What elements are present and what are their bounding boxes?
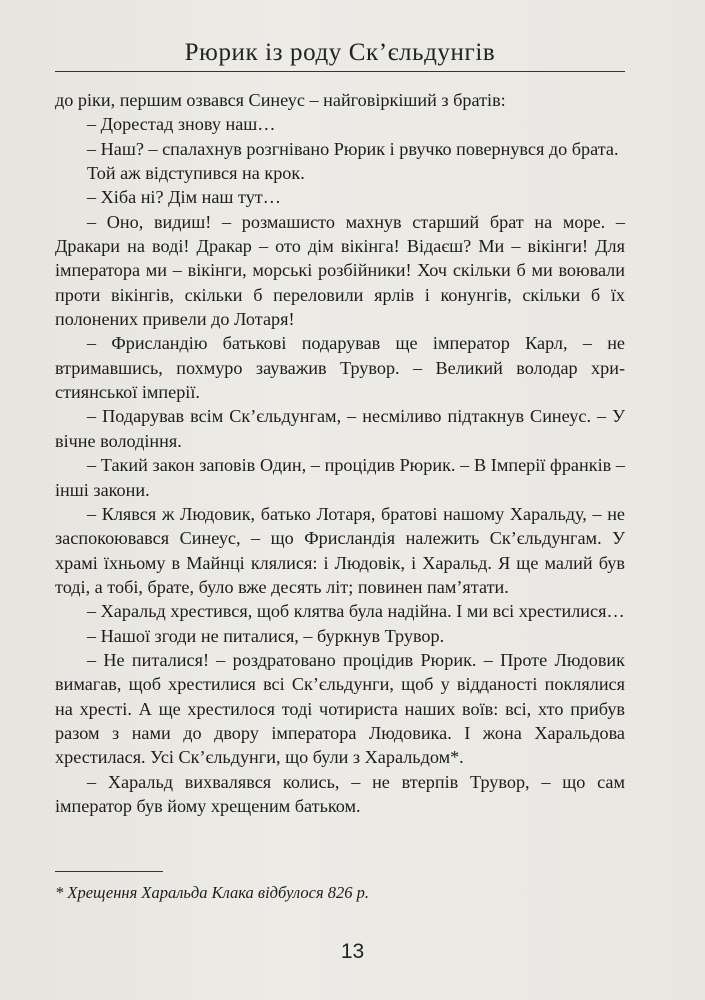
paragraph: – Такий закон заповів Один, – процідив Рюрик. – В Імперії франків – інші закони. [55,455,625,500]
paragraph: – Клявся ж Людовик, батько Лотаря, братові нашому Харальду, – не заспокоювався Синеус, – що Фрисландія належить Ск’єльдунгам. У храмі їхньому в Майнці клялися: і Людовік, і Харальд. Я ще малий був тоді, а тобі, брате, було вже десять літ; повинен пам’ятати. [55,503,625,597]
body-text [55,88,625,818]
paragraph: до ріки, першим озвався Синеус – найговіркіший з братів: [55,90,506,110]
footnote: * Хрещення Харальда Клака відбулося 826 р. [55,883,369,902]
header-rule [55,71,625,72]
paragraph: – Подарував всім Ск’єльдунгам, – несміливо підтакнув Синеус. – У вічне володіння. [55,406,625,451]
paragraph: – Оно, видиш! – розмашисто махнув старший брат на море. – Дракари на воді! Дракар – ото дім вікінга! Відаєш? Ми – вікінги! Для імператора ми – вікінги, морські розбійники! Хоч скільки б ми воювали проти вікінгів, скільки б переловили ярлів і конунгів, скільки б їх полонених привели до Лотаря! [55,211,625,330]
paragraph: – Хіба ні? Дім наш тут… [87,187,281,208]
paragraph: – Не питалися! – роздратовано процідив Рюрик. – Проте Людовик вимагав, щоб хрестилися всі Ск’єльдунги, щоб у відданості поклялися на хресті. А ще хрестилося тоді чотириста наших воїв: всі, хто прибув разом з нами до двору імператора Людовика. І жона Харальдова хрестилася. Усі Ск’єльдунги, що були з Харальдом*. [55,649,625,768]
running-title: Рюрик із роду Ск’єльдунгів [184,39,496,66]
footnote-rule [55,871,163,872]
paragraph: – Харальд вихвалявся колись, – не втерпів Трувор, – що сам імператор був йому хрещеним батьком. [55,771,625,816]
paragraph: – Наш? – спалахнув розгнівано Рюрик і рвучко повернувся до брата. [87,138,619,159]
paragraph: Той аж відступився на крок. [87,163,305,184]
paragraph: – Харальд хрестився, щоб клятва була надійна. І ми всі хрестилися… [87,601,625,622]
page-number: 13 [340,940,365,963]
paragraph: – Дорестад знову наш… [87,114,276,135]
paragraph: – Нашої згоди не питалися, – буркнув Трувор. [87,625,445,646]
paragraph: – Фрисландію батькові подарував ще імператор Карл, – не втримавшись, похмуро зауважив Трувор. – Великий володар християнської імперії. [55,333,625,403]
